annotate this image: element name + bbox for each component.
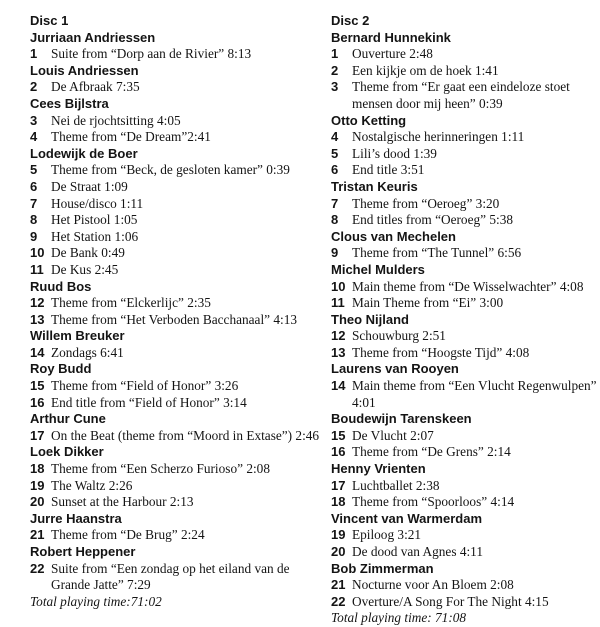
track-title: Suite from “Een zondag op het eiland van de Grande Jatte” 7:29 [51,560,290,593]
track-row [30,295,326,312]
composer-name: Jurre Haanstra [30,510,122,526]
track-number: 22 [30,560,45,576]
composer-block [331,229,599,262]
composer-block [30,511,326,544]
track-row [331,527,599,544]
track-row [30,378,326,395]
composer-name: Boudewijn Tarenskeen [331,411,472,427]
track-number: 15 [331,427,346,443]
track-title: Theme from “De Brug” 2:24 [51,527,205,543]
track-row [331,328,599,345]
composer-name: Henny Vrienten [331,461,426,477]
track-row [30,527,326,544]
composer-block [30,63,326,96]
composer-block [331,312,599,362]
track-number: 14 [30,344,45,360]
composer-block [30,544,326,594]
total-playing-time: Total playing time:71:02 [30,593,162,609]
track-row [331,129,599,146]
composer-block [30,146,326,279]
track-number: 8 [30,212,38,228]
track-number: 11 [331,295,345,311]
track-row [331,295,599,312]
track-row [30,162,326,179]
track-title: Main theme from “Een Vlucht Regenwulpen” 4:01 [352,378,597,410]
track-number: 13 [331,344,346,360]
track-title: Een kijkje om de hoek 1:41 [352,62,499,78]
track-title: De Straat 1:09 [51,178,128,194]
track-number: 5 [30,162,38,178]
track-number: 21 [30,527,45,543]
track-number: 20 [331,544,346,559]
track-number: 21 [331,577,346,593]
composer-name: Jurriaan Andriessen [30,29,156,45]
track-row [30,46,326,63]
track-number: 12 [30,295,45,311]
track-row [30,345,326,362]
track-number: 4 [331,129,339,145]
track-row [331,494,599,511]
track-number: 13 [30,311,45,327]
track-row [30,494,326,511]
composer-block [331,30,599,113]
composer-name: Roy Budd [30,361,92,377]
track-title: Theme from “Elckerlijc” 2:35 [51,295,211,311]
track-title: Theme from “Hoogste Tijd” 4:08 [352,344,530,360]
track-number: 12 [331,328,346,344]
track-row [30,113,326,130]
track-number: 4 [30,129,38,145]
track-row [331,428,599,445]
composer-block [30,411,326,444]
composer-name: Michel Mulders [331,261,425,277]
track-number: 5 [331,145,339,161]
track-number: 3 [331,79,339,95]
track-row [331,245,599,262]
track-title: Theme from “The Tunnel” 6:56 [352,245,522,261]
composer-name: Ruud Bos [30,278,92,294]
composer-block [30,279,326,329]
track-title: Nocturne voor An Bloem 2:08 [352,577,514,593]
composer-name: Louis Andriessen [30,62,139,78]
composer-block [331,113,599,179]
track-title: Theme from “De Dream”2:41 [51,129,211,145]
track-title: Suite from “Dorp aan de Rivier” 8:13 [51,46,252,62]
track-row [30,245,326,262]
track-title: De Afbraak 7:35 [51,79,140,95]
composer-name: Tristan Keuris [331,178,418,194]
track-row [331,212,599,229]
track-number: 19 [331,527,346,543]
disc-heading: Disc 2 [331,13,370,28]
track-row [30,229,326,246]
composer-block [30,30,326,63]
track-row [30,129,326,146]
track-number: 3 [30,112,38,128]
composer-block [30,444,326,510]
composer-block [30,328,326,361]
track-title: Theme from “Oeroeg” 3:20 [352,195,500,211]
track-number: 14 [331,378,346,394]
track-title: End titles from “Oeroeg” 5:38 [352,212,513,228]
track-number: 11 [30,261,44,277]
track-number: 19 [30,477,45,493]
track-number: 7 [30,195,38,211]
track-title: Theme from “De Grens” 2:14 [352,444,511,460]
composer-block [331,461,599,511]
track-number: 16 [331,444,346,460]
track-row [30,79,326,96]
composer-name: Robert Heppener [30,544,136,559]
track-row [331,544,599,561]
track-title: Main theme from “De Wisselwachter” 4:08 [352,278,584,294]
disc-heading: Disc 1 [30,13,69,28]
track-row [331,345,599,362]
composer-block [331,262,599,312]
track-title: On the Beat (theme from “Moord in Extase”) 2:46 [51,427,320,443]
track-row [30,478,326,495]
track-title: De Kus 2:45 [51,261,119,277]
composer-name: Otto Ketting [331,112,407,128]
track-title: Theme from “Beck, de gesloten kamer” 0:39 [51,162,290,178]
composer-name: Bernard Hunnekink [331,29,451,45]
track-title: De dood van Agnes 4:11 [352,544,483,559]
total-playing-time: Total playing time: 71:08 [331,610,467,626]
track-title: Schouwburg 2:51 [352,328,446,344]
track-title: Luchtballet 2:38 [352,477,440,493]
track-row [30,395,326,412]
track-title: End title from “Field of Honor” 3:14 [51,394,247,410]
track-number: 8 [331,212,339,228]
composer-block [331,361,599,411]
track-number: 22 [331,593,346,609]
track-title: Theme from “Het Verboden Bacchanaal” 4:13 [51,311,298,327]
track-number: 17 [331,477,346,493]
track-title: Het Station 1:06 [51,228,139,244]
track-number: 1 [30,46,38,62]
track-title: Lili’s dood 1:39 [352,145,437,161]
composer-name: Laurens van Rooyen [331,361,459,377]
track-number: 9 [331,245,339,261]
composer-block [30,96,326,146]
track-title: Sunset at the Harbour 2:13 [51,494,194,510]
composer-block [331,511,599,561]
track-title: Theme from “Field of Honor” 3:26 [51,378,239,394]
track-row [331,444,599,461]
track-title: Main Theme from “Ei” 3:00 [352,295,504,311]
track-number: 20 [30,494,45,510]
track-title: Theme from “Een Scherzo Furioso” 2:08 [51,461,270,477]
track-row [331,594,599,611]
track-title: De Vlucht 2:07 [352,427,434,443]
track-title: Nei de rjochtsitting 4:05 [51,112,181,128]
track-number: 16 [30,394,45,410]
composer-name: Willem Breuker [30,328,125,344]
track-number: 10 [331,278,346,294]
track-row [331,63,599,80]
track-row [331,478,599,495]
track-title: Ouverture 2:48 [352,46,433,62]
track-number: 1 [331,46,339,62]
track-title: Het Pistool 1:05 [51,212,138,228]
composer-name: Loek Dikker [30,444,104,460]
composer-name: Clous van Mechelen [331,228,456,244]
track-row [331,196,599,213]
track-row [30,262,326,279]
composer-block [331,561,599,611]
track-row [331,162,599,179]
track-row [30,561,326,594]
track-number: 10 [30,245,45,261]
track-title: De Bank 0:49 [51,245,125,261]
disc-1-column [30,13,326,610]
track-title: Overture/A Song For The Night 4:15 [352,593,549,609]
track-title: Epiloog 3:21 [352,527,422,543]
track-row [331,79,599,112]
track-number: 6 [30,178,38,194]
track-number: 15 [30,378,45,394]
track-title: House/disco 1:11 [51,195,144,211]
composer-name: Arthur Cune [30,411,106,427]
composer-block [331,179,599,229]
track-row [331,146,599,163]
track-row [30,461,326,478]
composer-name: Theo Nijland [331,311,409,327]
track-row [30,212,326,229]
track-number: 2 [331,62,339,78]
track-number: 9 [30,228,38,244]
track-row [331,378,599,411]
composer-name: Vincent van Warmerdam [331,510,482,526]
track-number: 18 [331,494,346,510]
track-title: Theme from “Spoorloos” 4:14 [352,494,515,510]
track-title: The Waltz 2:26 [51,477,133,493]
track-title: Zondags 6:41 [51,344,124,360]
track-number: 2 [30,79,38,95]
composer-name: Lodewijk de Boer [30,145,138,161]
track-row [30,312,326,329]
track-row [331,46,599,63]
track-title: Theme from “Er gaat een eindeloze stoet mensen door mij heen” 0:39 [352,79,570,111]
track-title: End title 3:51 [352,162,425,178]
track-number: 17 [30,427,45,443]
track-row [30,196,326,213]
composer-name: Cees Bijlstra [30,95,109,111]
disc-2-column [331,13,599,627]
composer-block [331,411,599,461]
track-title: Nostalgische herinneringen 1:11 [352,129,525,145]
track-row [331,577,599,594]
track-row [30,428,326,445]
composer-block [30,361,326,411]
track-row [30,179,326,196]
track-number: 7 [331,195,339,211]
track-number: 18 [30,461,45,477]
track-number: 6 [331,162,339,178]
composer-name: Bob Zimmerman [331,560,434,576]
track-row [331,279,599,296]
